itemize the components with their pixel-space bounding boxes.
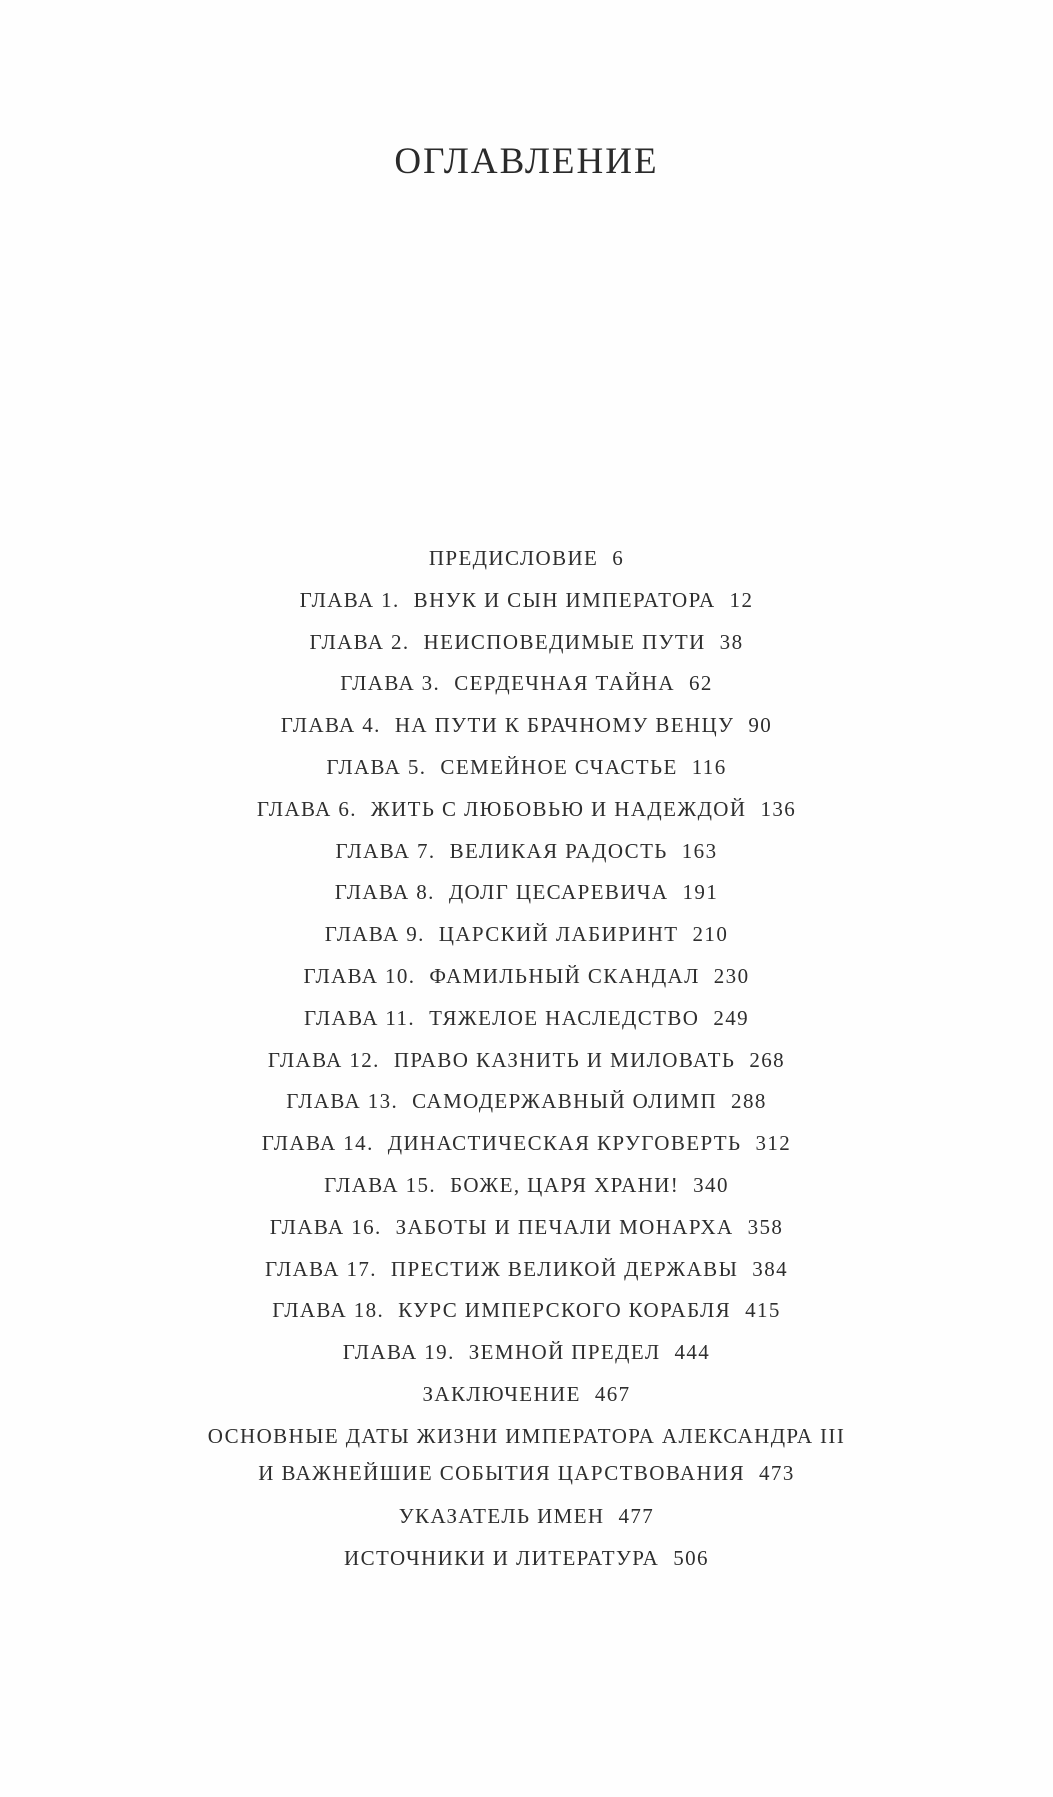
entry-title: ВЕЛИКАЯ РАДОСТЬ — [449, 838, 668, 863]
toc-entry-chapter-9 — [0, 914, 1053, 956]
toc-entry-chapter-1 — [0, 580, 1053, 622]
entry-page: 473 — [759, 1460, 795, 1485]
entry-title: САМОДЕРЖАВНЫЙ ОЛИМП — [412, 1089, 718, 1114]
chapter-number: ГЛАВА 15. — [324, 1172, 437, 1197]
entry-title: ВНУК И СЫН ИМПЕРАТОРА — [413, 587, 716, 612]
entry-page: 415 — [745, 1298, 781, 1323]
chapter-number: ГЛАВА 12. — [267, 1047, 380, 1072]
entry-page: 191 — [682, 880, 719, 905]
chapter-number: ГЛАВА 16. — [269, 1214, 382, 1239]
toc-entry-chapter-12 — [0, 1040, 1053, 1082]
entry-page: 467 — [594, 1381, 631, 1406]
toc-entry-chapter-3 — [0, 663, 1053, 705]
entry-title: СЕРДЕЧНАЯ ТАЙНА — [454, 671, 675, 696]
chapter-number: ГЛАВА 4. — [280, 713, 381, 738]
entry-title: ДОЛГ ЦЕСАРЕВИЧА — [448, 880, 669, 905]
chapter-number: ГЛАВА 17. — [265, 1256, 377, 1281]
entry-title-line-2: И ВАЖНЕЙШИЕ СОБЫТИЯ ЦАРСТВОВАНИЯ — [258, 1460, 746, 1485]
entry-title: ФАМИЛЬНЫЙ СКАНДАЛ — [429, 963, 700, 988]
toc-entry-chapter-5 — [0, 747, 1053, 789]
toc-entry-chapter-2 — [0, 622, 1053, 664]
entry-title: ПРАВО КАЗНИТЬ И МИЛОВАТЬ — [393, 1047, 736, 1072]
entry-page: 163 — [681, 838, 718, 863]
toc-entry-chapter-13 — [0, 1081, 1053, 1123]
chapter-number: ГЛАВА 11. — [303, 1005, 416, 1030]
toc-entry-chapter-8 — [0, 872, 1053, 914]
entry-title-line-1: ОСНОВНЫЕ ДАТЫ ЖИЗНИ ИМПЕРАТОРА АЛЕКСАНДРА III — [207, 1423, 846, 1448]
toc-entry-chapter-18 — [0, 1290, 1053, 1332]
entry-title: ЗАБОТЫ И ПЕЧАЛИ МОНАРХА — [395, 1214, 734, 1239]
table-of-contents — [0, 538, 1053, 1579]
entry-page: 210 — [692, 922, 729, 947]
entry-title: ТЯЖЕЛОЕ НАСЛЕДСТВО — [429, 1005, 700, 1030]
entry-page: 230 — [713, 963, 750, 988]
chapter-number: ГЛАВА 10. — [303, 963, 416, 988]
entry-page: 340 — [693, 1172, 729, 1197]
chapter-number: ГЛАВА 1. — [299, 587, 400, 612]
entry-title: СЕМЕЙНОЕ СЧАСТЬЕ — [440, 754, 678, 779]
entry-page: 90 — [748, 713, 773, 738]
entry-page: 444 — [674, 1340, 711, 1365]
toc-entry-chapter-11 — [0, 998, 1053, 1040]
toc-entry-chapter-19 — [0, 1332, 1053, 1374]
chapter-number: ГЛАВА 14. — [261, 1131, 374, 1156]
chapter-number: ГЛАВА 3. — [340, 671, 441, 696]
entry-page: 62 — [689, 671, 713, 696]
toc-entry-chapter-6 — [0, 789, 1053, 831]
toc-entry-chapter-10 — [0, 956, 1053, 998]
entry-page: 6 — [612, 546, 625, 570]
entry-page: 116 — [691, 754, 727, 779]
toc-entry-name-index — [0, 1496, 1053, 1538]
entry-page: 384 — [752, 1256, 788, 1281]
entry-title: ЗАКЛЮЧЕНИЕ — [422, 1381, 581, 1406]
entry-title-line-2-wrap — [0, 1455, 1053, 1492]
entry-title: ПРЕСТИЖ ВЕЛИКОЙ ДЕРЖАВЫ — [390, 1256, 739, 1281]
toc-entry-chapter-14 — [0, 1123, 1053, 1165]
entry-title: БОЖЕ, ЦАРЯ ХРАНИ! — [450, 1172, 680, 1197]
entry-page: 38 — [719, 629, 744, 654]
chapter-number: ГЛАВА 6. — [256, 796, 357, 821]
entry-title: ЦАРСКИЙ ЛАБИРИНТ — [438, 922, 679, 947]
entry-title: КУРС ИМПЕРСКОГО КОРАБЛЯ — [398, 1298, 732, 1323]
entry-title: НЕИСПОВЕДИМЫЕ ПУТИ — [423, 629, 706, 654]
toc-entry-chapter-17 — [0, 1249, 1053, 1291]
toc-entry-chapter-15 — [0, 1165, 1053, 1207]
chapter-number: ГЛАВА 7. — [335, 838, 436, 863]
entry-title: НА ПУТИ К БРАЧНОМУ ВЕНЦУ — [394, 713, 735, 738]
page-title: ОГЛАВЛЕНИЕ — [394, 141, 659, 182]
chapter-number: ГЛАВА 9. — [324, 922, 425, 947]
toc-entry-key-dates — [0, 1416, 1053, 1496]
toc-entry-sources — [0, 1538, 1053, 1580]
entry-page: 506 — [673, 1545, 709, 1570]
entry-page: 12 — [729, 587, 754, 612]
entry-title: УКАЗАТЕЛЬ ИМЕН — [398, 1503, 605, 1528]
entry-page: 268 — [749, 1047, 786, 1072]
chapter-number: ГЛАВА 5. — [326, 754, 427, 779]
chapter-number: ГЛАВА 13. — [286, 1089, 399, 1114]
entry-title: ДИНАСТИЧЕСКАЯ КРУГОВЕРТЬ — [387, 1131, 742, 1156]
entry-title: ПРЕДИСЛОВИЕ — [428, 546, 599, 570]
entry-page: 477 — [618, 1503, 655, 1528]
toc-entry-preface — [0, 538, 1053, 580]
toc-entry-chapter-4 — [0, 705, 1053, 747]
chapter-number: ГЛАВА 2. — [309, 629, 410, 654]
entry-title: ИСТОЧНИКИ И ЛИТЕРАТУРА — [344, 1545, 660, 1570]
toc-entry-chapter-7 — [0, 831, 1053, 873]
entry-page: 358 — [747, 1214, 784, 1239]
chapter-number: ГЛАВА 8. — [334, 880, 435, 905]
toc-entry-conclusion — [0, 1374, 1053, 1416]
entry-page: 249 — [713, 1005, 750, 1030]
toc-entry-chapter-16 — [0, 1207, 1053, 1249]
entry-title: ЖИТЬ С ЛЮБОВЬЮ И НАДЕЖДОЙ — [370, 796, 747, 821]
entry-page: 136 — [760, 796, 797, 821]
chapter-number: ГЛАВА 18. — [272, 1298, 385, 1323]
entry-page: 288 — [731, 1089, 767, 1114]
chapter-number: ГЛАВА 19. — [342, 1340, 455, 1365]
entry-page: 312 — [755, 1131, 792, 1156]
entry-title: ЗЕМНОЙ ПРЕДЕЛ — [468, 1340, 661, 1365]
